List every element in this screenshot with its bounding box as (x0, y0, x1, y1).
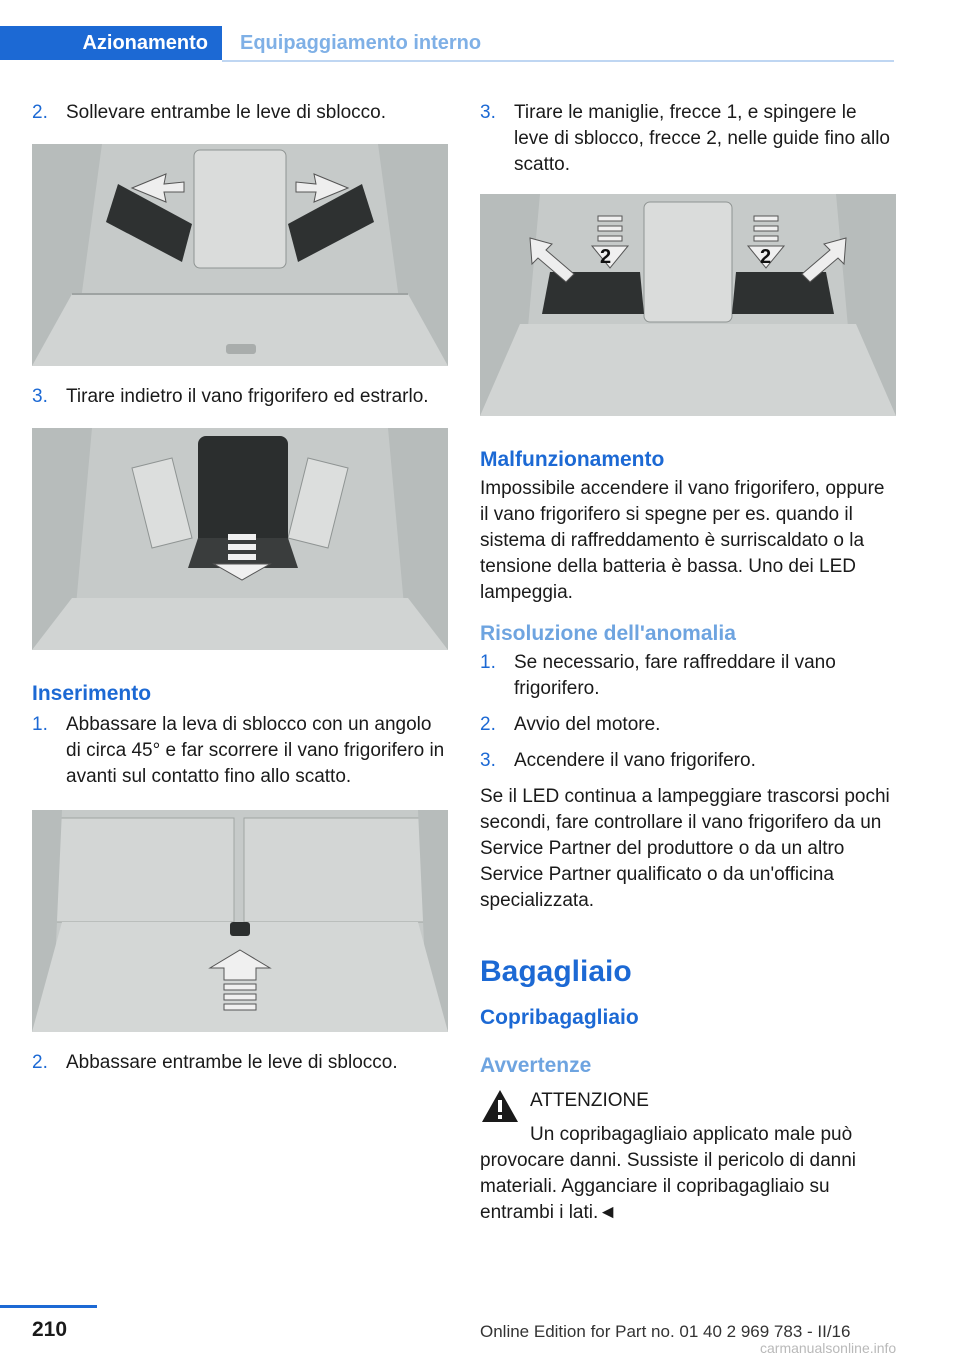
tab-azionamento[interactable]: Azionamento (0, 26, 222, 60)
fix-step-3 (480, 748, 896, 774)
warning-title: ATTENZIONE (530, 1090, 649, 1111)
step-number: 3. (480, 102, 496, 123)
edition-info: Online Edition for Part no. 01 40 2 969 783 - II/16 (480, 1322, 851, 1341)
footer-divider (0, 1305, 97, 1308)
step-3-pull-out (32, 384, 448, 410)
fix-step-2 (480, 712, 896, 738)
section-title-malfunzionamento: Malfunzionamento (480, 448, 665, 471)
step-number: 3. (480, 750, 496, 771)
figure-insert-fridge (32, 810, 448, 1032)
figure-push-levers (480, 194, 896, 416)
warning-icon (480, 1088, 520, 1124)
section-title-avvertenze: Avvertenze (480, 1054, 592, 1077)
step-text: Tirare le maniglie, frecce 1, e spingere le leve di sblocco, frecce 2, nelle guide fino allo scatto. (514, 102, 891, 175)
step-number: 1. (480, 652, 496, 673)
right-column (480, 100, 896, 1226)
figure-lift-levers (32, 144, 448, 366)
figure-label-right-arrow: 2 (760, 246, 772, 268)
step-text: Sollevare entrambe le leve di sblocco. (66, 102, 387, 123)
malfunction-text: Impossibile accendere il vano frigorifero, oppure il vano frigorifero si spegne per es. quando il sistema di raffreddamento è surriscaldato o la tensione della batteria è bassa. Uno dei LED lampeggia. (480, 478, 885, 603)
watermark: carmanualsonline.info (760, 1340, 897, 1356)
section-title-copribagagliaio: Copribagagliaio (480, 1006, 639, 1029)
insert-step-2 (32, 1050, 448, 1076)
figure-pull-out-fridge (32, 428, 448, 650)
section-title-risoluzione: Risoluzione dell'anomalia (480, 622, 736, 645)
left-column (32, 100, 448, 1076)
figure-label-left-arrow: 2 (600, 246, 612, 268)
warning-block (480, 1088, 896, 1124)
step-number: 1. (32, 714, 48, 735)
page-number: 210 (32, 1318, 68, 1341)
header-divider (222, 60, 894, 62)
step-text: Abbassare entrambe le leve di sblocco. (66, 1052, 398, 1073)
fix-step-1 (480, 650, 896, 702)
step-text: Avvio del motore. (514, 714, 661, 735)
step-text: Se necessario, fare raffreddare il vano frigorifero. (514, 652, 836, 699)
chapter-title-bagagliaio: Bagagliaio (480, 955, 632, 988)
step-3-push-levers (480, 100, 896, 178)
step-number: 2. (32, 102, 48, 123)
step-number: 3. (32, 386, 48, 407)
section-title-inserimento: Inserimento (32, 682, 152, 705)
page-header (0, 0, 960, 62)
insert-step-1 (32, 712, 448, 790)
step-number: 2. (480, 714, 496, 735)
warning-text: Un copribagagliaio applicato male può provocare danni. Sussiste il pericolo di danni materiali. Agganciare il copribagagliaio su entrambi i lati.◄ (480, 1124, 856, 1223)
step-text: Tirare indietro il vano frigorifero ed estrarlo. (66, 386, 429, 407)
fix-note: Se il LED continua a lampeggiare trascorsi pochi secondi, fare controllare il vano frigorifero da un Service Partner del produttore o da un altro Service Partner qualificato o da un'officina specializzata. (480, 786, 890, 911)
step-number: 2. (32, 1052, 48, 1073)
step-2-lift-levers (32, 100, 448, 126)
step-text: Abbassare la leva di sblocco con un angolo di circa 45° e far scorrere il vano frigorifero in avanti sul contatto fino allo scatto. (66, 714, 445, 787)
step-text: Accendere il vano frigorifero. (514, 750, 756, 771)
tab-equipaggiamento-interno[interactable]: Equipaggiamento interno (240, 31, 482, 54)
